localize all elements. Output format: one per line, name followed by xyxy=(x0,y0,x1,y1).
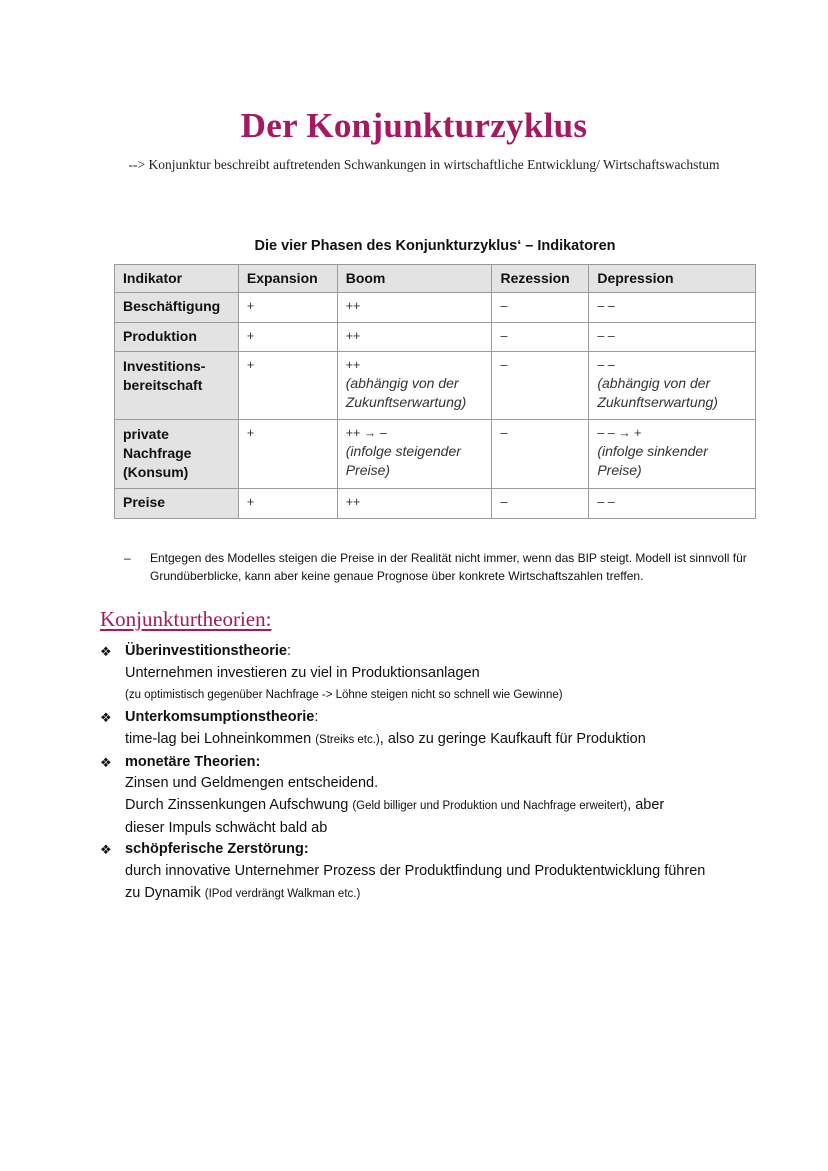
remark-text: Entgegen des Modelles steigen die Preise in der Realität nicht immer, wenn das BIP steigt. Modell ist sinnvoll für Grundüberblicke, kann aber keine genaue Prognose über konkrete Wirtschaftszahlen treffen. xyxy=(150,551,747,583)
table-row xyxy=(115,323,756,352)
cell-note: (infolge steigender Preise) xyxy=(345,443,461,478)
table-header-row xyxy=(115,265,756,293)
diamond-bullet-icon: ❖ xyxy=(100,644,112,659)
cell-boom: ++ xyxy=(337,489,492,519)
cell-depression: – – (abhängig von der Zukunftserwartung) xyxy=(589,352,756,420)
indicator-table xyxy=(114,264,756,519)
theory-item xyxy=(100,752,790,840)
cell-rezession: – xyxy=(492,293,589,323)
table-row xyxy=(115,489,756,519)
diamond-bullet-icon: ❖ xyxy=(100,754,112,770)
cell-expansion: + xyxy=(238,293,337,323)
dash-bullet: – xyxy=(124,551,131,565)
table-row xyxy=(115,293,756,323)
table-caption: Die vier Phasen des Konjunkturzyklus‘ – Indikatoren xyxy=(254,238,616,254)
column-header: Rezession xyxy=(492,265,589,293)
row-label xyxy=(115,420,239,489)
table-row xyxy=(115,352,756,420)
page-subtitle: --> Konjunktur beschreibt auftretenden Schwankungen in wirtschaftliche Entwicklung/ Wirtschaftswachstum xyxy=(128,157,720,172)
cell-depression: – – xyxy=(589,293,756,323)
theory-item xyxy=(100,839,790,905)
theory-line: Durch Zinssenkungen Aufschwung (Geld billiger und Produktion und Nachfrage erweitert), aber xyxy=(125,796,665,813)
row-label: Beschäftigung xyxy=(115,293,239,323)
cell-depression: – – xyxy=(589,323,756,352)
column-header: Indikator xyxy=(115,265,239,293)
theory-line: Unternehmen investieren zu viel in Produktionsanlagen xyxy=(125,664,480,681)
cell-boom: ++ xyxy=(337,323,492,352)
column-header: Expansion xyxy=(238,265,337,293)
theory-line: durch innovative Unternehmer Prozess der Produktfindung und Produktentwicklung führen xyxy=(125,863,706,880)
cell-rezession: – xyxy=(492,323,589,352)
page-title: Der Konjunkturzyklus xyxy=(240,106,588,145)
theory-line: zu Dynamik (IPod verdrängt Walkman etc.) xyxy=(125,884,361,901)
theories-list xyxy=(100,641,790,905)
diamond-bullet-icon: ❖ xyxy=(100,842,112,858)
cell-boom: ++ → – (infolge steigender Preise) xyxy=(337,420,492,489)
cell-boom: ++ (abhängig von der Zukunftserwartung) xyxy=(337,352,492,420)
cell-rezession: – xyxy=(492,352,589,420)
cell-rezession: – xyxy=(492,420,589,489)
cell-note: (abhängig von der Zukunftserwartung) xyxy=(345,375,467,410)
cell-expansion: + xyxy=(238,420,337,489)
theory-name: Überinvestitionstheorie xyxy=(125,643,287,659)
theory-line: dieser Impuls schwächt bald ab xyxy=(125,819,328,836)
row-label-text: private Nachfrage (Konsum) xyxy=(123,426,192,480)
theory-line: time-lag bei Lohneinkommen (Streiks etc.), also zu geringe Kaufkauft für Produktion xyxy=(125,730,646,747)
cell-note: (abhängig von der Zukunftserwartung) xyxy=(597,375,718,410)
theories-heading: Konjunkturtheorien: xyxy=(100,607,272,631)
row-label xyxy=(115,352,239,420)
row-label: Produktion xyxy=(115,323,239,352)
cell-depression: – – → + (infolge sinkender Preise) xyxy=(589,420,756,489)
theory-item: ❖ Überinvestitionstheorie: Unternehmen investieren zu viel in Produktionsanlagen (zu optimistisch gegenüber Nachfrage -> Löhne steigen nicht so schnell wie Gewinne) xyxy=(100,641,790,707)
theory-name: schöpferische Zerstörung: xyxy=(125,841,309,858)
column-header: Depression xyxy=(589,265,756,293)
table-row xyxy=(115,420,756,489)
cell-expansion: + xyxy=(238,489,337,519)
theory-line: Zinsen und Geldmengen entscheidend. xyxy=(125,775,379,792)
cell-boom: ++ xyxy=(337,293,492,323)
cell-depression: – – xyxy=(589,489,756,519)
row-label: Preise xyxy=(115,489,239,519)
theory-line: (zu optimistisch gegenüber Nachfrage -> Löhne steigen nicht so schnell wie Gewinne) xyxy=(125,689,563,702)
theory-item: ❖ Unterkomsumptionstheorie: time-lag bei Lohneinkommen (Streiks etc.), also zu geringe Kaufkauft für Produktion xyxy=(100,707,790,751)
cell-rezession: – xyxy=(492,489,589,519)
cell-note: (infolge sinkender Preise) xyxy=(597,443,708,478)
column-header: Boom xyxy=(337,265,492,293)
cell-expansion: + xyxy=(238,323,337,352)
theory-name: monetäre Theorien: xyxy=(125,753,261,770)
row-label-text: Investitions- bereitschaft xyxy=(123,358,206,393)
theory-name: Unterkomsumptionstheorie xyxy=(125,709,315,726)
diamond-bullet-icon: ❖ xyxy=(100,710,112,726)
cell-expansion: + xyxy=(238,352,337,420)
